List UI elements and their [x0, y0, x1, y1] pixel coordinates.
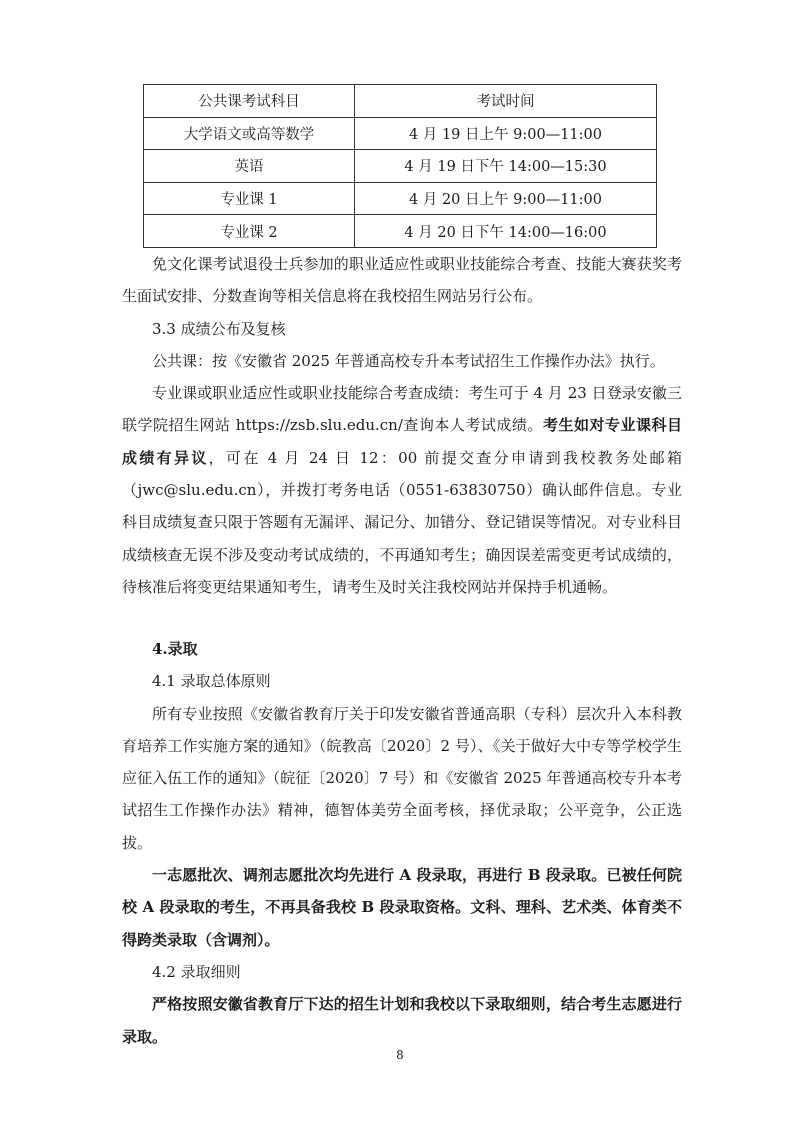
table-cell-subject: 专业课 2 — [144, 215, 355, 248]
section-3-text — [122, 248, 682, 603]
table-cell-time: 4 月 19 日下午 14:00—15:30 — [355, 150, 657, 183]
admission-rules-bold: 严格按照安徽省教育厅下达的招生计划和我校以下录取细则，结合考生志愿进行录取。 — [122, 995, 682, 1046]
table-row — [144, 215, 657, 248]
paragraph-admission-rules — [122, 988, 682, 1053]
table-header-subject: 公共课考试科目 — [144, 85, 355, 118]
paragraph-public-course: 公共课：按《安徽省 2025 年普通高校专升本考试招生工作操作办法》执行。 — [152, 351, 665, 370]
heading-4 — [122, 633, 682, 665]
table-cell-subject: 大学语文或高等数学 — [144, 117, 355, 150]
page-number: 8 — [396, 1048, 404, 1062]
paragraph-exempt-info: 免文化课考试退役士兵参加的职业适应性或职业技能综合考查、技能大赛获奖考生面试安排、分数查询等相关信息将在我校招生网站另行公布。 — [122, 255, 682, 306]
table-header-row — [144, 85, 657, 118]
professional-scores-bold: 考生如对专业课科目成绩有异议 — [122, 416, 682, 467]
table-cell-subject: 英语 — [144, 150, 355, 183]
paragraph-admission-stages — [122, 859, 682, 956]
table-cell-time: 4 月 20 日上午 9:00—11:00 — [355, 182, 657, 215]
table-row — [144, 117, 657, 150]
professional-scores-text-2: ，可在 4 月 24 日 12：00 前提交查分申请到我校教务处邮箱（jwc@slu.edu.cn），并拨打考务电话（0551-63830750）确认邮件信息。专业科目成绩复查只限于答题有无漏评、漏记分、加错分、登记错误等情况。对专业科目成绩核查无误不涉及变动考试成绩的，不再通知考生；确因误差需变更考试成绩的，待核准后将变更结果通知考生，请考生及时关注我校网站并保持手机通畅。 — [122, 448, 682, 596]
table-row — [144, 182, 657, 215]
table-row — [144, 150, 657, 183]
table-cell-time: 4 月 19 日上午 9:00—11:00 — [355, 117, 657, 150]
heading-4-1: 4.1 录取总体原则 — [152, 672, 271, 691]
table-cell-time: 4 月 20 日下午 14:00—16:00 — [355, 215, 657, 248]
heading-3-3: 3.3 成绩公布及复核 — [152, 319, 286, 338]
paragraph-admission-principle: 所有专业按照《安徽省教育厅关于印发安徽省普通高职（专科）层次升入本科教育培养工作实施方案的通知》（皖教高〔2020〕2 号）、《关于做好大中专等学校学生应征入伍工作的通知》（皖征〔2020〕7 号）和《安徽省 2025 年普通高校专升本考试招生工作操作办法》精神，德智体美劳全面考核，择优录取；公平竞争，公正选拔。 — [122, 704, 682, 852]
table-cell-subject: 专业课 1 — [144, 182, 355, 215]
heading-4-2: 4.2 录取细则 — [152, 962, 241, 981]
section-4-text — [122, 633, 682, 1053]
heading-4-text: 4.录取 — [152, 640, 198, 658]
paragraph-professional-scores — [122, 377, 682, 603]
professional-scores-text-1: 专业课或职业适应性或职业技能综合考查成绩：考生可于 4 月 23 日登录安徽三联学院招生网站 https://zsb.slu.edu.cn/查询本人考试成绩。 — [122, 384, 682, 435]
exam-schedule-table — [143, 84, 657, 248]
table-header-time: 考试时间 — [355, 85, 657, 118]
admission-stages-bold: 一志愿批次、调剂志愿批次均先进行 A 段录取，再进行 B 段录取。已被任何院校 A 段录取的考生，不再具备我校 B 段录取资格。文科、理科、艺术类、体育类不得跨类录取（含调剂）。 — [122, 866, 682, 949]
